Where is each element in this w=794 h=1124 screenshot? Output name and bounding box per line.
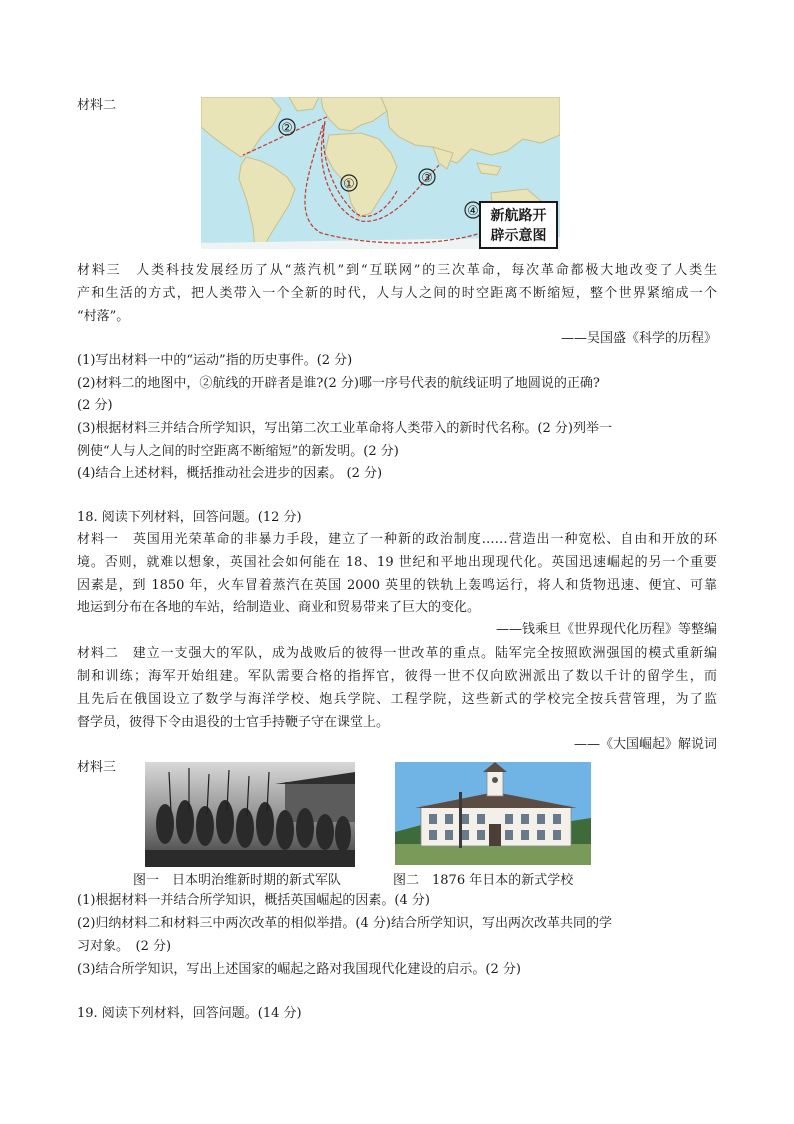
q18-question-1: (1)根据材料一并结合所学知识，概括英国崛起的因素。(4 分) — [77, 893, 430, 908]
q18-material1-line-4: 地运到分布在各地的车站，给制造业、商业和贸易带来了巨大的变化。 — [77, 600, 481, 615]
figure-1-caption: 图一 日本明治维新时期的新式军队 — [133, 873, 342, 888]
q18-question-2-line-1: (2)归纳材料二和材料三中两次改革的相似举措。(4 分)结合所学知识，写出两次改革共同的学 — [77, 916, 612, 931]
q18-material3-label: 材料三 — [77, 760, 117, 775]
figure-2-caption: 图二 1876 年日本的新式学校 — [393, 873, 574, 888]
q18-material2-line-3: 且先后在俄国设立了数学与海洋学校、炮兵学院、工程学院，这些新式的学校完全按兵营管理，为了监 — [77, 692, 717, 707]
q18-material1-source: ——钱乘旦《世界现代化历程》等整编 — [495, 622, 717, 637]
q17-question-2-line-1: (2)材料二的地图中，②航线的开辟者是谁?(2 分)哪一序号代表的航线证明了地圆说的正确? — [77, 376, 600, 391]
route-marker-1: ① — [343, 177, 355, 192]
material3-line-1: 材料三 人类科技发展经历了从“蒸汽机”到“互联网”的三次革命，每次革命都极大地改变了人类生 — [77, 263, 717, 278]
q18-heading: 18. 阅读下列材料，回答问题。(12 分) — [77, 510, 302, 525]
material3-source: ——吴国盛《科学的历程》 — [560, 331, 717, 346]
q18-material2-line-4: 督学员，彼得下令由退役的士官手持鞭子守在课堂上。 — [77, 715, 390, 730]
route-marker-2: ② — [281, 121, 293, 136]
q17-question-1: (1)写出材料一中的“运动”指的历史事件。(2 分) — [77, 353, 353, 368]
q18-question-2-line-2: 习对象。 (2 分) — [77, 939, 172, 954]
q19-heading: 19. 阅读下列材料，回答问题。(14 分) — [77, 1006, 302, 1021]
q17-question-2-line-2: (2 分) — [77, 398, 113, 413]
q18-material1-line-3: 因素是，到 1850 年，火车冒着蒸汽在英国 2000 英里的铁轨上轰鸣运行，将人和货物迅速、便宜、可靠 — [77, 578, 717, 593]
q18-question-3: (3)结合所学知识，写出上述国家的崛起之路对我国现代化建设的启示。(2 分) — [77, 962, 521, 977]
material2-label: 材料二 — [77, 98, 117, 113]
q17-question-4: (4)结合上述材料，概括推动社会进步的因素。 (2 分) — [77, 466, 383, 481]
material3-line-2: 产和生活的方式，把人类带入一个全新的时代，人与人之间的时空距离不断缩短，整个世界紧缩成一个 — [77, 286, 717, 301]
material3-line-3: “村落”。 — [77, 309, 130, 324]
q18-material2-line-1: 材料二 建立一支强大的军队，成为战败后的彼得一世改革的重点。陆军完全按照欧洲强国的模式重新编 — [77, 646, 717, 661]
q18-material1-line-1: 材料一 英国用光荣革命的非暴力手段，建立了一种新的政治制度……营造出一种宽松、自由和开放的环 — [77, 532, 717, 547]
route-marker-3: ③ — [421, 171, 433, 186]
q18-material2-source: ——《大国崛起》解说词 — [573, 737, 717, 752]
q18-material1-line-2: 境。否则，就难以想象，英国社会如何能在 18、19 世纪和平地出现现代化。英国迅速崛起的另一个重要 — [77, 555, 717, 570]
q18-material2-line-2: 制和训练；海军开始组建。军队需要合格的指挥官，彼得一世不仅向欧洲派出了数以千计的留学生，而 — [77, 669, 717, 684]
map-legend-line-2: 辟示意图 — [490, 228, 547, 244]
meiji-army-photo — [145, 762, 355, 867]
map-legend-line-1: 新航路开 — [490, 208, 547, 224]
meiji-school-photo — [395, 762, 591, 865]
q17-question-3-line-2: 例使“人与人之间的时空距离不断缩短”的新发明。(2 分) — [77, 444, 399, 459]
q17-question-3-line-1: (3)根据材料三并结合所学知识，写出第二次工业革命将人类带入的新时代名称。(2 分)列举一 — [77, 421, 612, 436]
map-legend-box — [479, 201, 558, 249]
route-marker-4: ④ — [467, 204, 479, 219]
